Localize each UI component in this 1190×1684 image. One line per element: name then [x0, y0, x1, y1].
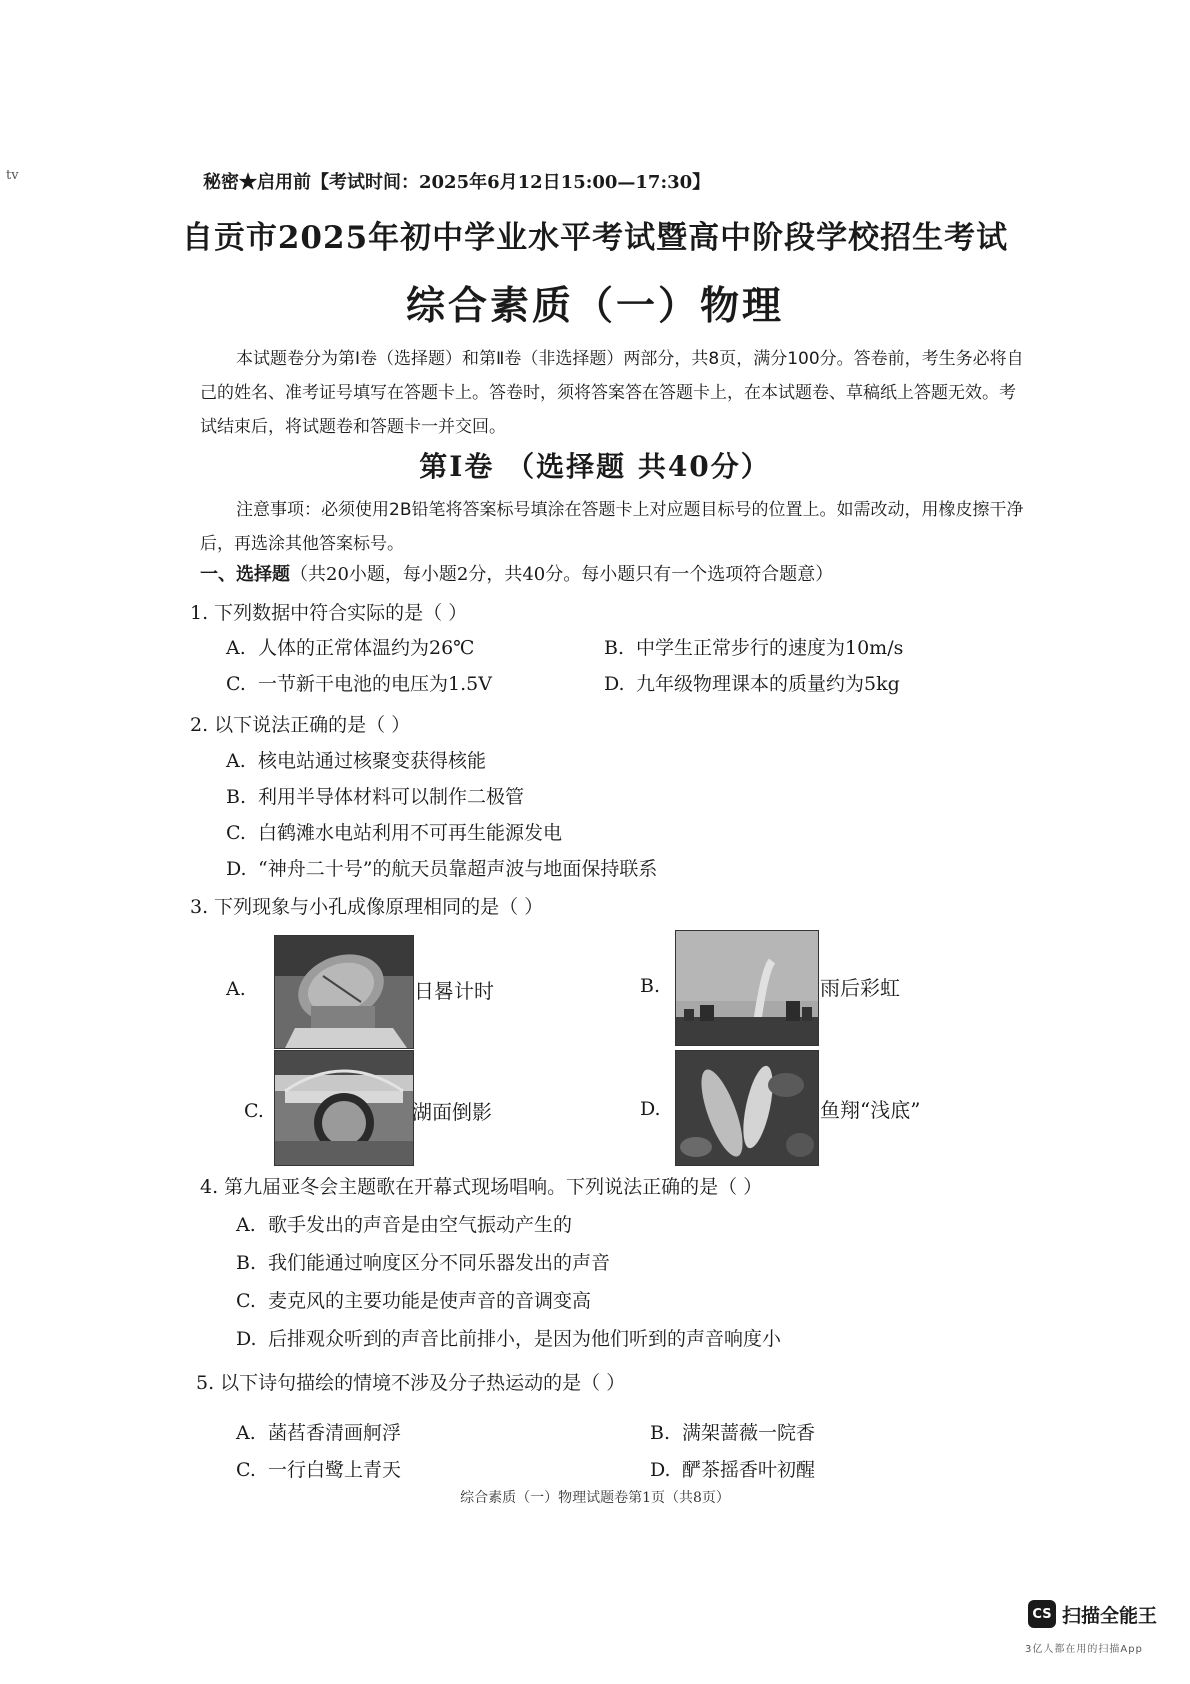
- fish-photo: [675, 1050, 819, 1166]
- option-label: C.: [236, 1290, 256, 1312]
- option-text: 酽茶摇香叶初醒: [682, 1459, 816, 1481]
- question-1-option-b: [604, 633, 903, 660]
- option-text: 利用半导体材料可以制作二极管: [258, 786, 525, 808]
- question-1-option-d: [604, 669, 900, 696]
- option-label: C.: [226, 822, 246, 844]
- bridge-reflection-photo: [274, 1050, 414, 1166]
- option-label: B.: [236, 1252, 257, 1274]
- question-4-option-b: [236, 1248, 610, 1275]
- option-label: A.: [226, 637, 246, 659]
- margin-mark: tv: [6, 168, 19, 183]
- question-2-option-a: [226, 746, 486, 773]
- question-2-option-d: [226, 854, 657, 881]
- option-label: D.: [650, 1459, 671, 1481]
- question-5-option-a: [236, 1418, 401, 1445]
- option-label: A.: [226, 750, 246, 772]
- option-label: C.: [226, 673, 246, 695]
- option-text: 中学生正常步行的速度为10m/s: [636, 637, 904, 659]
- question-5-option-c: [236, 1455, 401, 1482]
- question-2-option-c: [226, 818, 562, 845]
- question-3-stem: 3. 下列现象与小孔成像原理相同的是（ ）: [190, 896, 544, 918]
- question-1-stem: 1. 下列数据中符合实际的是（ ）: [190, 602, 468, 624]
- page-footer: 综合素质（一）物理试题卷第1页（共8页）: [460, 1490, 730, 1506]
- question-3-option-b-text: 雨后彩虹: [820, 976, 900, 1000]
- question-1-option-c: [226, 669, 492, 696]
- question-1-option-a: [226, 633, 474, 660]
- section-heading: [200, 560, 833, 586]
- option-label: C.: [236, 1459, 256, 1481]
- question-3-option-c-label: C.: [244, 1100, 264, 1122]
- exam-title: 自贡市2025年初中学业水平考试暨高中阶段学校招生考试: [181, 220, 1009, 256]
- option-text: “神舟二十号”的航天员靠超声波与地面保持联系: [258, 858, 658, 880]
- confidential-exam-time: 秘密★启用前【考试时间：2025年6月12日15:00—17:30】: [203, 172, 711, 193]
- option-label: B.: [226, 786, 247, 808]
- question-3-option-c-text: 湖面倒影: [412, 1100, 492, 1124]
- option-text: 麦克风的主要功能是使声音的音调变高: [268, 1290, 592, 1312]
- part-one-title: 第Ⅰ卷 （选择题 共40分）: [419, 450, 771, 483]
- exam-subtitle: 综合素质（一）物理: [405, 283, 784, 329]
- question-4-option-a: [236, 1210, 572, 1237]
- option-text: 菡萏香清画舸浮: [268, 1422, 402, 1444]
- option-text: 九年级物理课本的质量约为5kg: [636, 673, 900, 695]
- option-label: D.: [604, 673, 625, 695]
- option-label: B.: [604, 637, 625, 659]
- question-3-option-b-label: B.: [640, 975, 661, 997]
- exam-instructions: 本试题卷分为第Ⅰ卷（选择题）和第Ⅱ卷（非选择题）两部分，共8页，满分100分。答卷前，考生务必将自己的姓名、准考证号填写在答题卡上。答卷时，须将答案答在答题卡上，在本试题卷、草稿纸上答题无效。考试结束后，将试题卷和答题卡一并交回。: [200, 349, 1024, 437]
- option-text: 人体的正常体温约为26℃: [258, 637, 475, 659]
- scanner-watermark: [1028, 1600, 1157, 1628]
- question-4-option-d: [236, 1324, 781, 1351]
- question-5-option-d: [650, 1455, 815, 1482]
- question-3-option-a-label: A.: [226, 978, 246, 1000]
- option-label: A.: [236, 1422, 256, 1444]
- option-text: 我们能通过响度区分不同乐器发出的声音: [268, 1252, 611, 1274]
- watermark-tagline: 3亿人都在用的扫描App: [1025, 1644, 1143, 1655]
- option-label: D.: [236, 1328, 257, 1350]
- question-4-stem: 4. 第九届亚冬会主题歌在开幕式现场唱响。下列说法正确的是（ ）: [200, 1176, 763, 1198]
- option-text: 后排观众听到的声音比前排小，是因为他们听到的声音响度小: [268, 1328, 782, 1350]
- option-label: A.: [236, 1214, 256, 1236]
- option-text: 一行白鹭上青天: [268, 1459, 402, 1481]
- question-5-stem: 5. 以下诗句描绘的情境不涉及分子热运动的是（ ）: [196, 1372, 626, 1394]
- option-text: 满架蔷薇一院香: [682, 1422, 816, 1444]
- section-description: （共20小题，每小题2分，共40分。每小题只有一个选项符合题意）: [290, 564, 834, 585]
- section-label: 一、选择题: [200, 564, 290, 585]
- question-2-option-b: [226, 782, 524, 809]
- option-text: 一节新干电池的电压为1.5V: [258, 673, 492, 695]
- option-label: D.: [226, 858, 247, 880]
- question-4-option-c: [236, 1286, 591, 1313]
- question-2-stem: 2. 以下说法正确的是（ ）: [190, 714, 411, 736]
- rainbow-photo: [675, 930, 819, 1046]
- camscanner-logo: CS: [1028, 1600, 1056, 1628]
- question-3-option-d-label: D.: [640, 1098, 661, 1120]
- watermark-app-name: 扫描全能王: [1062, 1604, 1158, 1627]
- notice-text: 注意事项：必须使用2B铅笔将答案标号填涂在答题卡上对应题目标号的位置上。如需改动，用橡皮擦干净后，再选涂其他答案标号。: [200, 500, 1024, 554]
- option-label: B.: [650, 1422, 671, 1444]
- question-3-option-d-text: 鱼翔“浅底”: [820, 1098, 921, 1122]
- question-3-option-a-text: 日晷计时: [414, 979, 494, 1003]
- option-text: 核电站通过核聚变获得核能: [258, 750, 487, 772]
- option-text: 白鹤滩水电站利用不可再生能源发电: [258, 822, 563, 844]
- sundial-photo: [274, 935, 414, 1049]
- question-5-option-b: [650, 1418, 815, 1445]
- option-text: 歌手发出的声音是由空气振动产生的: [268, 1214, 573, 1236]
